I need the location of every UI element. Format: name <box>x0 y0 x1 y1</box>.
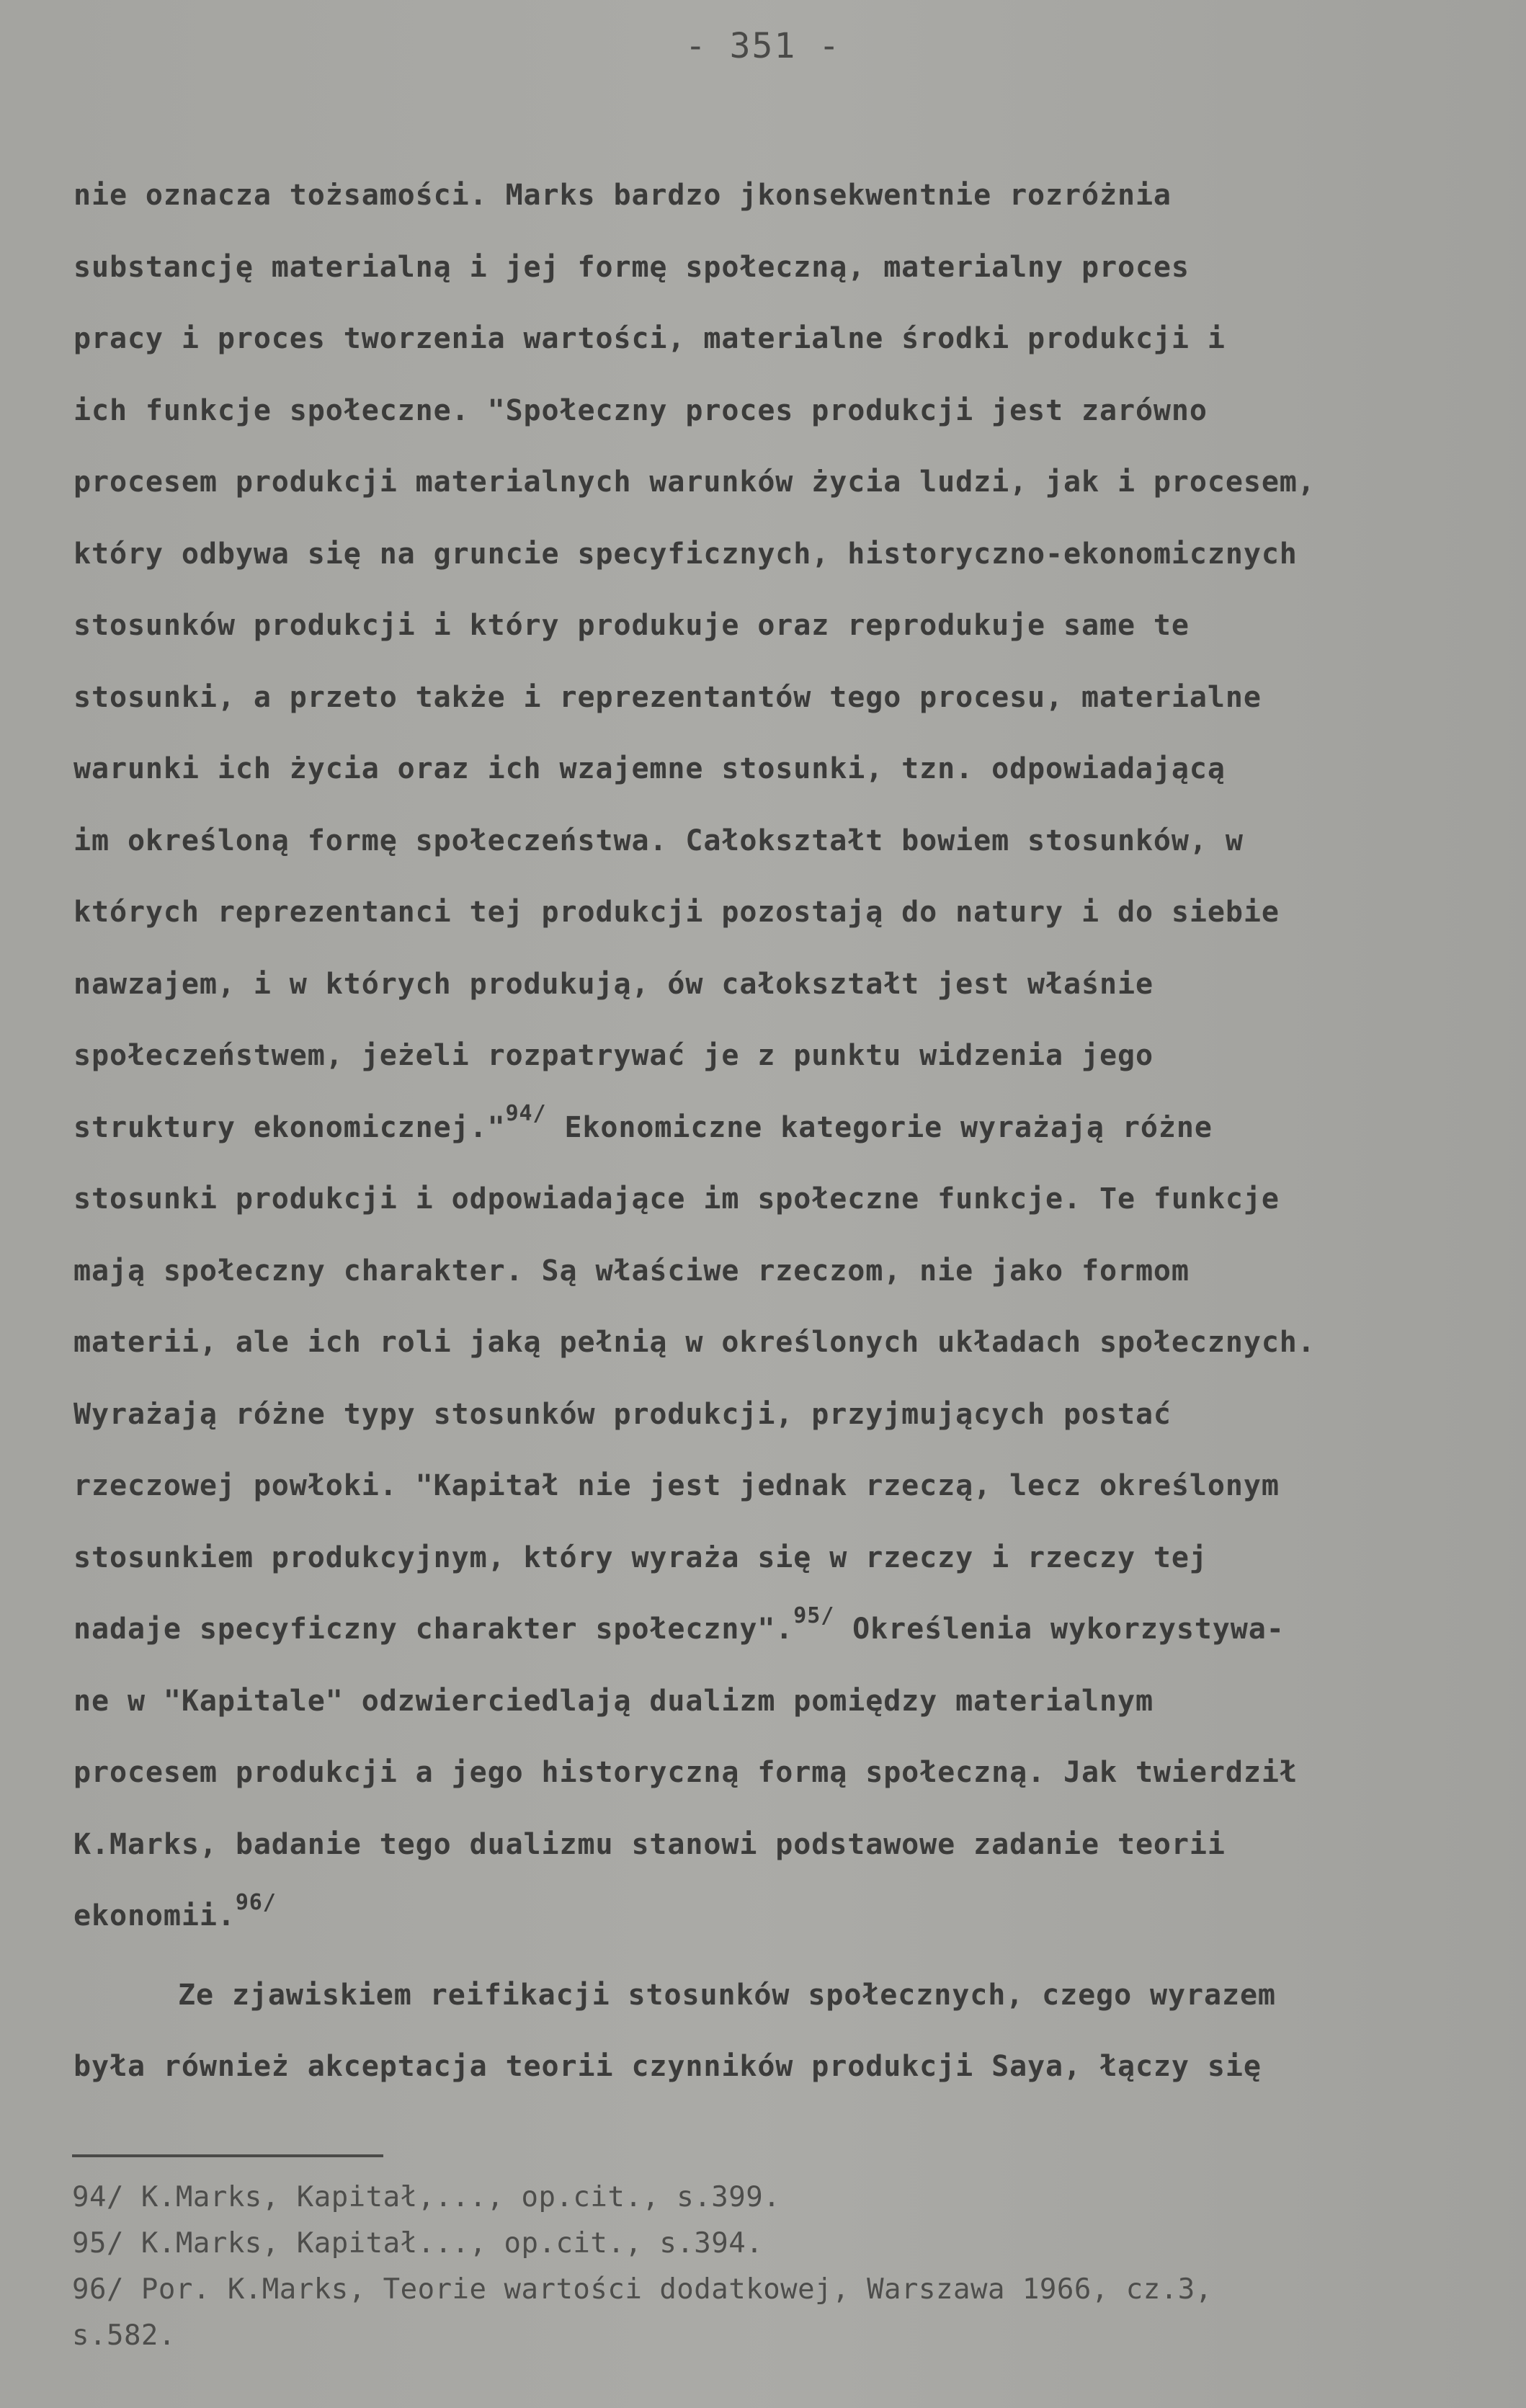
footnotes <box>72 2175 1520 2359</box>
text-segment: nadaje specyficzny charakter społeczny". <box>73 1613 794 1646</box>
footnote-96: 96/ Por. K.Marks, Teorie wartości dodatkowej, Warszawa 1966, cz.3, <box>72 2273 1213 2306</box>
text-line: ne w "Kapitale" odzwierciedlają dualizm pomiędzy materialnym <box>73 1684 1154 1718</box>
text-line-paragraph-start: Ze zjawiskiem reifikacji stosunków społecznych, czego wyrazem <box>178 1978 1276 2012</box>
body-text <box>73 160 1522 2103</box>
text-line: ich funkcje społeczne. "Społeczny proces produkcji jest zarówno <box>73 393 1208 427</box>
text-line: procesem produkcji materialnych warunków życia ludzi, jak i procesem, <box>73 465 1316 499</box>
text-segment: Ekonomiczne kategorie wyrażają różne <box>546 1110 1213 1144</box>
text-line: im określoną formę społeczeństwa. Całokształt bowiem stosunków, w <box>73 824 1244 857</box>
text-line: procesem produkcji a jego historyczną formą społeczną. Jak twierdził <box>73 1756 1298 1789</box>
text-line: warunki ich życia oraz ich wzajemne stosunki, tzn. odpowiadającą <box>73 752 1226 785</box>
footnote-ref-94: 94/ <box>505 1101 547 1127</box>
text-line: stosunki produkcji i odpowiadające im społeczne funkcje. Te funkcje <box>73 1182 1280 1216</box>
text-line: których reprezentanci tej produkcji pozostają do natury i do siebie <box>73 896 1280 929</box>
text-line: społeczeństwem, jeżeli rozpatrywać je z punktu widzenia jego <box>73 1039 1154 1072</box>
text-line: który odbywa się na gruncie specyficznych, historyczno-ekonomicznych <box>73 537 1298 571</box>
text-line: stosunki, a przeto także i reprezentantów tego procesu, materialne <box>73 680 1262 714</box>
text-line: Wyrażają różne typy stosunków produkcji, przyjmujących postać <box>73 1397 1172 1431</box>
text-line: stosunków produkcji i który produkuje oraz reprodukuje same te <box>73 609 1190 642</box>
text-segment: ekonomii. <box>73 1899 236 1932</box>
footnote-95: 95/ K.Marks, Kapitał..., op.cit., s.394. <box>72 2227 764 2260</box>
text-line: mają społeczny charakter. Są właściwe rzeczom, nie jako formom <box>73 1254 1190 1288</box>
text-line: pracy i proces tworzenia wartości, materialne środki produkcji i <box>73 322 1226 355</box>
text-line: stosunkiem produkcyjnym, który wyraża się w rzeczy i rzeczy tej <box>73 1540 1208 1574</box>
footnote-ref-96: 96/ <box>235 1889 277 1915</box>
text-line: rzeczowej powłoki. "Kapitał nie jest jednak rzeczą, lecz określonym <box>73 1469 1280 1502</box>
footnote-divider <box>72 2154 383 2157</box>
page-number: - 351 - <box>684 26 842 66</box>
text-line: K.Marks, badanie tego dualizmu stanowi podstawowe zadanie teorii <box>73 1827 1226 1861</box>
text-line <box>73 1594 1522 1666</box>
text-segment: Określenia wykorzystywa- <box>834 1613 1285 1646</box>
text-segment: struktury ekonomicznej." <box>73 1110 506 1144</box>
footnote-ref-95: 95/ <box>793 1602 835 1628</box>
text-line: nawzajem, i w których produkują, ów całokształt jest właśnie <box>73 967 1154 1001</box>
text-line: materii, ale ich roli jaką pełnią w określonych układach społecznych. <box>73 1326 1316 1359</box>
text-line: nie oznacza tożsamości. Marks bardzo jkonsekwentnie rozróżnia <box>73 179 1172 212</box>
text-line <box>73 1881 1522 1953</box>
text-line: substancję materialną i jej formę społeczną, materialny proces <box>73 250 1190 284</box>
footnote-94: 94/ K.Marks, Kapitał,..., op.cit., s.399. <box>72 2181 781 2213</box>
footnote-96-continued: s.582. <box>72 2319 176 2352</box>
text-line <box>73 1092 1522 1164</box>
text-line: była również akceptacja teorii czynników produkcji Saya, łączy się <box>73 2050 1262 2083</box>
